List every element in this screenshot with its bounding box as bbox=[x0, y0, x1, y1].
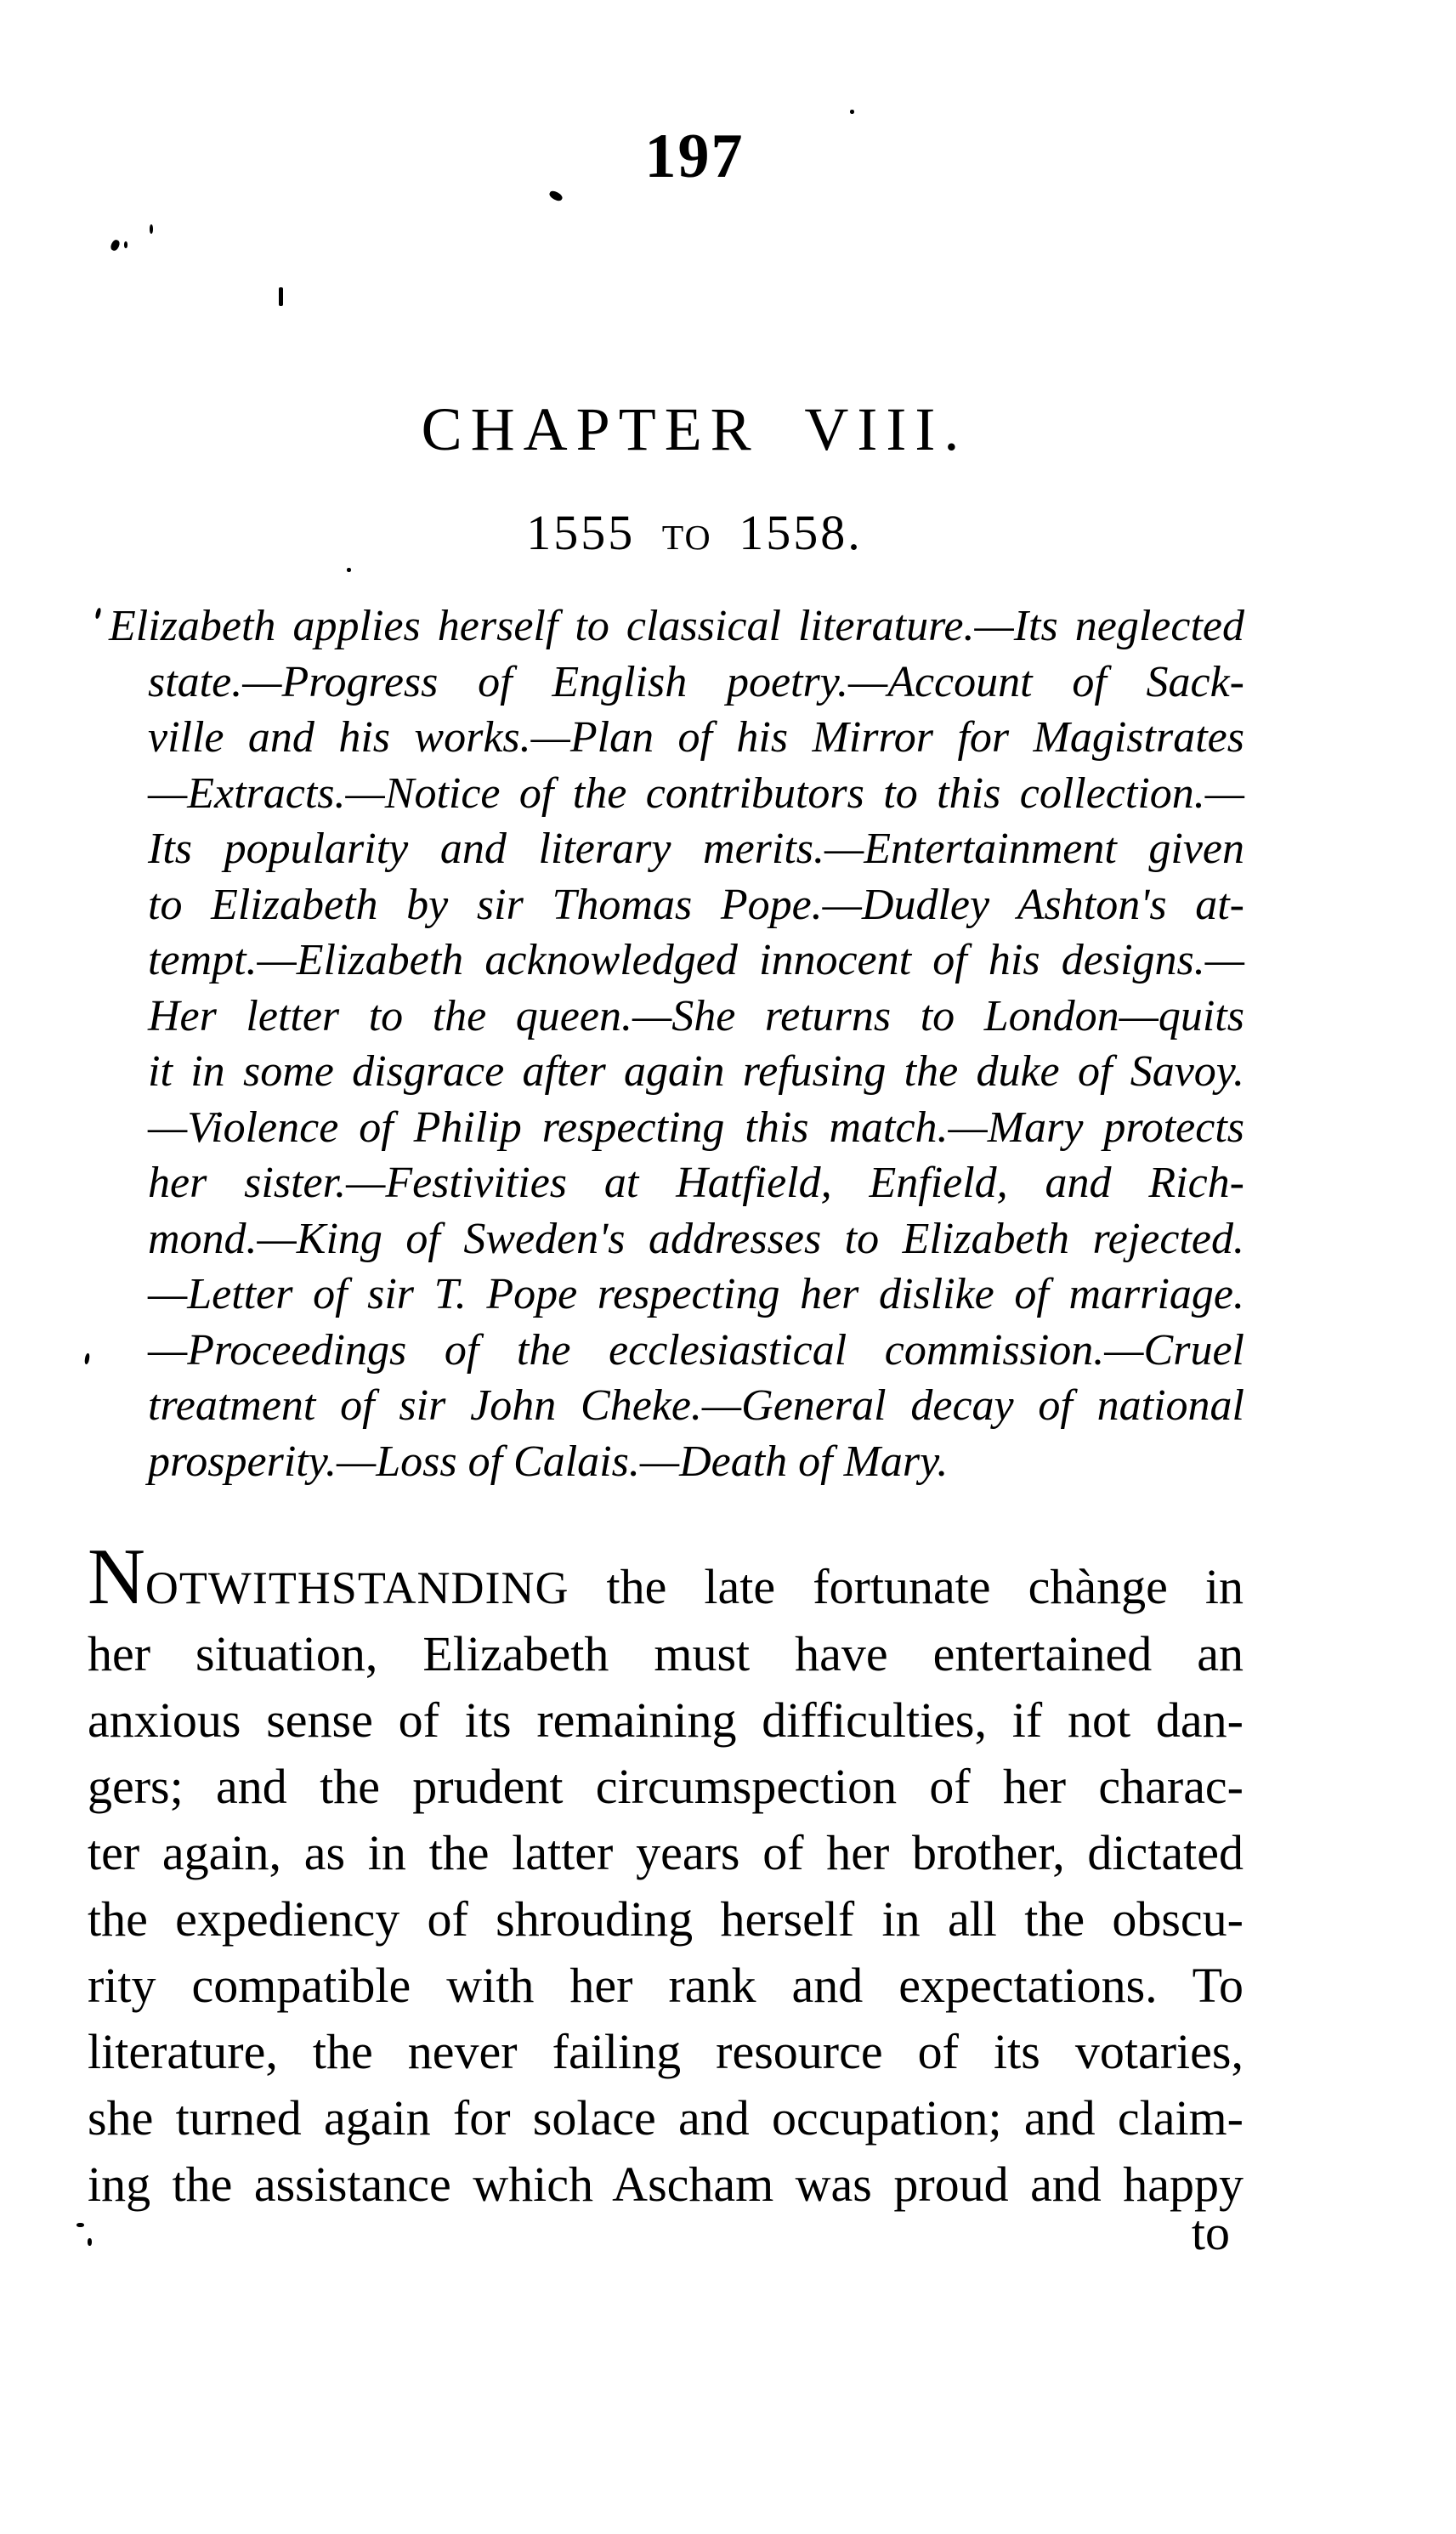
scan-artifact bbox=[124, 241, 127, 248]
first-word-small-caps: OTWITHSTANDING bbox=[144, 1562, 569, 1613]
summary-line: —Extracts.—Notice of the contributors to this collection.— bbox=[148, 768, 1244, 818]
body-paragraph bbox=[88, 1533, 1244, 2218]
body-text-line: the expediency of shrouding herself in all the obscu- bbox=[88, 1891, 1244, 1947]
body-text-line: literature, the never failing resource of its votaries, bbox=[88, 2024, 1244, 2079]
summary-line: tempt.—Elizabeth acknowledged innocent of his designs.— bbox=[148, 936, 1244, 984]
body-text-line: rity compatible with her rank and expectations. To bbox=[88, 1958, 1244, 2013]
chapter-summary bbox=[109, 598, 1244, 1489]
summary-line: mond.—King of Sweden's addresses to Elizabeth rejected. bbox=[148, 1214, 1244, 1263]
summary-line: state.—Progress of English poetry.—Account of Sack- bbox=[148, 657, 1244, 706]
body-text-line: anxious sense of its remaining difficulties, if not dan- bbox=[88, 1692, 1244, 1748]
chapter-heading: CHAPTER VIII. bbox=[421, 395, 968, 463]
paragraph-initial-capital: N bbox=[88, 1533, 145, 1621]
scan-artifact bbox=[279, 287, 283, 306]
summary-line: treatment of sir John Cheke.—General decay of national bbox=[148, 1381, 1244, 1430]
date-from: 1555 bbox=[526, 505, 636, 560]
chapter-date-range bbox=[0, 505, 1389, 563]
scan-artifact bbox=[76, 2223, 84, 2227]
body-text-line: gers; and the prudent circumspection of her charac- bbox=[88, 1759, 1244, 1814]
summary-line: Her letter to the queen.—She returns to London—quits bbox=[148, 991, 1244, 1040]
body-text-line: she turned again for solace and occupation; and claim- bbox=[88, 2090, 1244, 2146]
scan-artifact bbox=[94, 608, 101, 620]
scan-artifact bbox=[347, 568, 351, 572]
catchword: to bbox=[1191, 2205, 1230, 2260]
summary-line: her sister.—Festivities at Hatfield, Enfield, and Rich- bbox=[148, 1159, 1244, 1207]
summary-line: —Proceedings of the ecclesiastical commission.—Cruel bbox=[148, 1325, 1244, 1375]
scan-artifact bbox=[150, 224, 153, 234]
scan-artifact bbox=[88, 2238, 92, 2246]
first-line-rest: the late fortunate chànge in bbox=[569, 1559, 1244, 1614]
body-first-line bbox=[88, 1533, 1244, 1621]
scan-artifact bbox=[110, 239, 122, 252]
summary-line: Its popularity and literary merits.—Entertainment given bbox=[148, 825, 1244, 873]
page-number: 197 bbox=[644, 122, 745, 191]
summary-line: —Letter of sir T. Pope respecting her dislike of marriage. bbox=[148, 1270, 1244, 1318]
summary-line: Elizabeth applies herself to classical literature.—Its neglected bbox=[109, 602, 1244, 650]
summary-line: —Violence of Philip respecting this match.—Mary protects bbox=[148, 1103, 1244, 1152]
scan-artifact bbox=[850, 110, 854, 114]
scan-artifact bbox=[548, 190, 564, 202]
date-until: 1558. bbox=[739, 505, 863, 560]
date-to-word: TO bbox=[661, 519, 712, 558]
summary-line: it in some disgrace after again refusing the duke of Savoy. bbox=[148, 1047, 1244, 1096]
summary-line: to Elizabeth by sir Thomas Pope.—Dudley Ashton's at- bbox=[148, 880, 1244, 929]
body-text-line: ing the assistance which Ascham was proud and happy bbox=[88, 2157, 1244, 2212]
body-text-line: ter again, as in the latter years of her brother, dictated bbox=[88, 1825, 1244, 1880]
summary-line: ville and his works.—Plan of his Mirror for Magistrates bbox=[148, 713, 1244, 762]
scan-artifact bbox=[84, 1353, 90, 1365]
summary-line: prosperity.—Loss of Calais.—Death of Mary. bbox=[148, 1437, 949, 1486]
body-text-line: her situation, Elizabeth must have entertained an bbox=[88, 1626, 1244, 1681]
